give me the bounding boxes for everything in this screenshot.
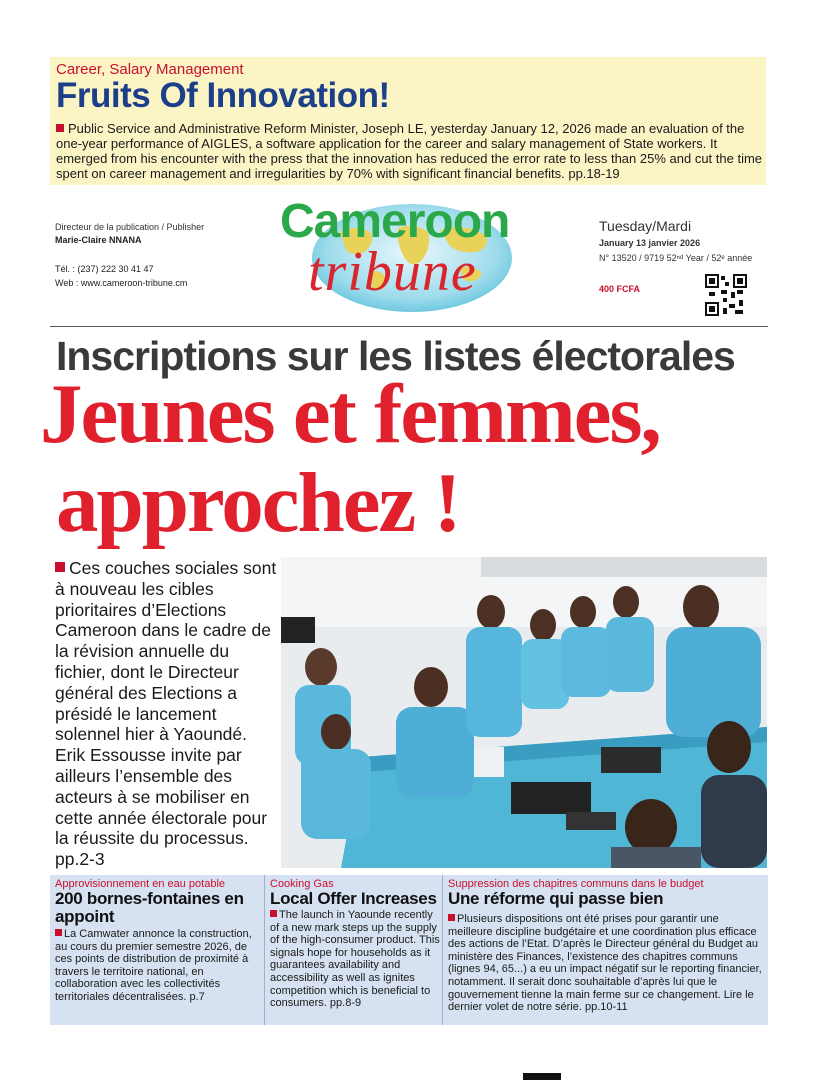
main-story-lead: [55, 558, 281, 870]
brief-water[interactable]: [50, 875, 262, 1025]
top-story-banner[interactable]: [50, 57, 766, 185]
main-story-headline-line2[interactable]: approchez !: [56, 456, 460, 550]
bullet-icon: [55, 562, 65, 572]
brief-body: [55, 928, 260, 1004]
main-story-headline-line1[interactable]: Jeunes et femmes,: [40, 367, 660, 461]
brief-kicker: Suppression des chapitres communs dans le budget: [448, 878, 704, 890]
website-link[interactable]: Web : www.cameroon-tribune.cm: [55, 278, 188, 288]
bullet-icon: [55, 929, 62, 936]
issue-day: Tuesday/Mardi: [599, 218, 692, 234]
qr-code-icon[interactable]: [705, 274, 747, 316]
masthead: [50, 192, 766, 324]
brief-title[interactable]: 200 bornes-fontaines en appoint: [55, 889, 244, 926]
bullet-icon: [56, 124, 64, 132]
brief-body-text: The launch in Yaounde recently of a new mark steps up the supply of the high-consumer product. This signals hope for households as it guarantees availability and accessibility as well as ignites competition which is beneficial to consumers. pp.8-9: [270, 909, 440, 1010]
phone-number: Tél. : (237) 222 30 41 47: [55, 264, 154, 274]
brief-budget-reform[interactable]: [442, 875, 769, 1025]
main-story-photo[interactable]: [281, 557, 767, 868]
brief-kicker: Cooking Gas: [270, 878, 334, 890]
publisher-label: Directeur de la publication / Publisher: [55, 222, 205, 232]
main-story-lead-text: Ces couches sociales sont à nouveau les cibles prioritaires d’Elections Cameroon dans le cadre de la révision annuelle du fichier, dont le Directeur général des Elections a présidé le lancement solennel hier à Yaoundé. Erik Essousse invite par ailleurs l’ensemble des acteurs à se mobiliser en cette année électorale pour la réussite du processus. pp.2-3: [55, 558, 277, 870]
bottom-briefs: [50, 875, 768, 1025]
bullet-icon: [270, 910, 277, 917]
logo-tribune[interactable]: tribune: [308, 241, 477, 303]
issue-number: N° 13520 / 9719 52ⁿᵈ Year / 52ᵉ année: [599, 253, 753, 263]
top-story-headline[interactable]: Fruits Of Innovation!: [56, 76, 390, 115]
bullet-icon: [448, 914, 455, 921]
top-story-summary: [56, 121, 768, 181]
issue-date: January 13 janvier 2026: [599, 238, 701, 248]
brief-kicker: Approvisionnement en eau potable: [55, 878, 226, 890]
brief-body: [448, 913, 766, 1014]
top-story-summary-text: Public Service and Administrative Reform Minister, Joseph LE, yesterday January 12, 2026 made an evaluation of the one-year performance of AIGLES, a software application for the career and salary management of State workers. It emerged from his encounter with the press that the innovation has reduced the error rate to less than 25% and cut the time spent on career management and irregularities by 70% with significant financial benefits. pp.18-19: [56, 121, 763, 181]
page-edge-mark: [523, 1073, 561, 1080]
price-tag: 400 FCFA: [599, 284, 641, 294]
masthead-divider: [50, 326, 768, 327]
brief-body-text: La Camwater annonce la construction, au cours du premier semestre 2026, de ces points de distribution de proximité à travers le territoire national, en collaboration avec les collectivités territoriales décentralisées. p.7: [55, 928, 252, 1003]
brief-cooking-gas[interactable]: [264, 875, 441, 1025]
brief-title[interactable]: Local Offer Increases: [270, 889, 437, 908]
brief-title[interactable]: Une réforme qui passe bien: [448, 889, 664, 908]
logo-cameroon[interactable]: Cameroon: [280, 195, 510, 248]
brief-body: [270, 909, 440, 1010]
main-story-supertitle: Inscriptions sur les listes électorales: [56, 333, 735, 379]
top-story-kicker: Career, Salary Management: [56, 61, 244, 78]
publisher-name: Marie-Claire NNANA: [55, 235, 142, 245]
brief-body-text: Plusieurs dispositions ont été prises pour garantir une meilleure discipline budgétaire et une coordination plus efficace des actions de l’Etat. D’après le Directeur général du Budget au ministère des Finances, l’existence des chapitres communs (lignes 94, 65...) a eu un impact négatif sur le reporting financier, notamment. Il serait donc souhaitable d’après lui que le gouvernement tienne la main ferme sur ce changement. Lire le dernier volet de notre série. pp.10-11: [448, 913, 762, 1014]
